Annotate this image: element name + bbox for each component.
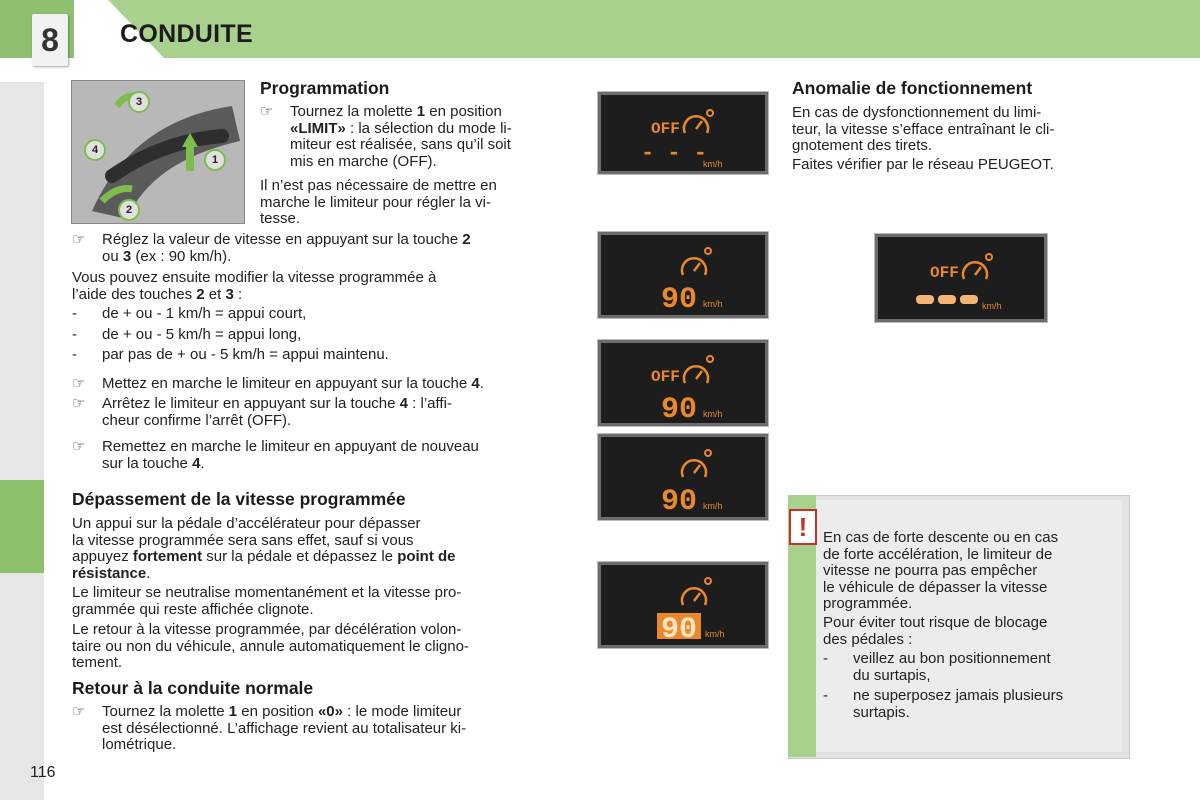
hand-pointer-icon: ☞: [260, 103, 274, 120]
display-speed-90: [598, 232, 768, 318]
programmation-step4: ☞ Arrêtez le limiteur en appuyant sur la touche 4 : l’affi- cheur confirme l’arrêt (OFF).: [72, 395, 452, 429]
hand-pointer-icon: ☞: [72, 438, 86, 455]
display-off-dashes-svg: [601, 95, 765, 171]
stalk-label-1: 1: [204, 149, 226, 171]
display-blinking-90: [598, 562, 768, 648]
speedometer-icon: [682, 578, 711, 605]
depassement-p3: Le retour à la vitesse programmée, par décélération volon- taire ou non du véhicule, annule automatiquement le cligno- tement.: [72, 621, 469, 671]
hand-pointer-icon: ☞: [72, 231, 86, 248]
unit-label: km/h: [705, 629, 725, 639]
unit-label: km/h: [703, 501, 723, 511]
speed-readout: 90: [661, 485, 698, 517]
blinking-dash: [938, 295, 956, 304]
depassement-p1: Un appui sur la pédale d’accélérateur pour dépasser la vitesse programmée sera sans effet, sauf si vous appuyez fortement sur la pédale et dépassez le point de résistance.: [72, 515, 456, 582]
blinking-dash: [960, 295, 978, 304]
blinking-dash: [916, 295, 934, 304]
limiter-stalk-illustration: [71, 80, 245, 224]
list-item: - ne superposez jamais plusieurs surtapis.: [823, 687, 1064, 721]
anomalie-title: Anomalie de fonctionnement: [792, 78, 1033, 98]
stalk-label-2: 2: [118, 199, 140, 221]
anomalie-text-2: Faites vérifier par le réseau PEUGEOT.: [792, 156, 1054, 173]
stalk-label-3: 3: [128, 91, 150, 113]
list-item: - de + ou - 1 km/h = appui court,: [72, 305, 307, 322]
warning-text-2: Pour éviter tout risque de blocage des pédales :: [823, 614, 1048, 648]
section-title: CONDUITE: [120, 20, 253, 48]
stalk-label-4: 4: [84, 139, 106, 161]
unit-label: km/h: [703, 299, 723, 309]
step1-row: [260, 104, 580, 170]
list-item: - par pas de + ou - 5 km/h = appui maintenu.: [72, 346, 389, 363]
display-active-90: [598, 434, 768, 520]
speed-readout: 90: [661, 393, 698, 423]
programmation-para2: Vous pouvez ensuite modifier la vitesse programmée à l’aide des touches 2 et 3 :: [72, 269, 437, 303]
dashes-readout: - - -: [641, 141, 708, 166]
side-strip: [0, 82, 44, 800]
side-chapter-marker: [0, 480, 44, 573]
speedometer-icon: [684, 110, 713, 133]
display-speed-90-svg: [601, 235, 765, 315]
list-item: - veillez au bon positionnement du surtapis,: [823, 650, 1051, 684]
speedometer-icon: [963, 254, 992, 279]
display-off-90: [598, 340, 768, 426]
unit-label: km/h: [982, 301, 1002, 311]
speed-step-list: [72, 306, 580, 364]
display-off-90-svg: [601, 343, 765, 423]
hand-pointer-icon: ☞: [72, 395, 86, 412]
anomalie-text: En cas de dysfonctionnement du limi- teur, la vitesse s’efface entraînant le cli- gnotement des tirets.: [792, 104, 1055, 154]
speed-readout: 90: [661, 613, 698, 645]
display-active-90-svg: [601, 437, 765, 517]
programmation-step3: ☞ Mettez en marche le limiteur en appuyant sur la touche 4.: [72, 375, 484, 392]
step1-text: Tournez la molette 1 en position «LIMIT» : la sélection du mode li- miteur est réalisée, sans qu’il soit mis en marche (OFF).: [290, 103, 512, 170]
programmation-step2: [72, 232, 580, 265]
unit-label: km/h: [703, 409, 723, 419]
step2-text: Réglez la valeur de vitesse en appuyant sur la touche 2 ou 3 (ex : 90 km/h).: [102, 231, 471, 265]
programmation-para: Il n’est pas nécessaire de mettre en marche le limiteur pour régler la vi- tesse.: [260, 177, 497, 227]
warning-list: [823, 651, 1121, 721]
speedometer-icon: [682, 248, 711, 275]
off-label: OFF: [651, 120, 680, 138]
programmation-step5: ☞ Remettez en marche le limiteur en appuyant de nouveau sur la touche 4.: [72, 438, 479, 472]
programmation-title: Programmation: [260, 78, 390, 98]
list-item: - de + ou - 5 km/h = appui long,: [72, 325, 302, 343]
page-number: 116: [30, 764, 56, 781]
speedometer-icon: [684, 356, 713, 383]
hand-pointer-icon: ☞: [72, 375, 86, 392]
chapter-number: 8: [32, 14, 68, 66]
display-off-dashes: [598, 92, 768, 174]
speed-readout: 90: [661, 283, 698, 315]
warning-text: En cas de forte descente ou en cas de forte accélération, le limiteur de vitesse ne pourra pas empêcher le véhicule de dépasser la vitesse programmée.: [823, 529, 1059, 612]
display-blinking-90-svg: [601, 565, 765, 645]
display-fault-dashes-svg: [878, 237, 1044, 319]
hand-pointer-icon: ☞: [72, 703, 86, 720]
off-label: OFF: [930, 264, 959, 282]
retour-title: Retour à la conduite normale: [72, 678, 314, 698]
warning-icon: !: [789, 509, 817, 545]
retour-step: ☞ Tournez la molette 1 en position «0» : le mode limiteur est désélectionné. L’affichage revient au totalisateur ki- lométrique.: [72, 703, 467, 753]
depassement-p2: Le limiteur se neutralise momentanément et la vitesse pro- grammée qui reste affichée clignote.: [72, 584, 462, 618]
programmation-step1: [260, 104, 580, 170]
unit-label: km/h: [703, 159, 723, 169]
off-label: OFF: [651, 368, 680, 386]
display-fault-dashes: [875, 234, 1047, 322]
speedometer-icon: [682, 450, 711, 477]
depassement-title: Dépassement de la vitesse programmée: [72, 489, 406, 509]
